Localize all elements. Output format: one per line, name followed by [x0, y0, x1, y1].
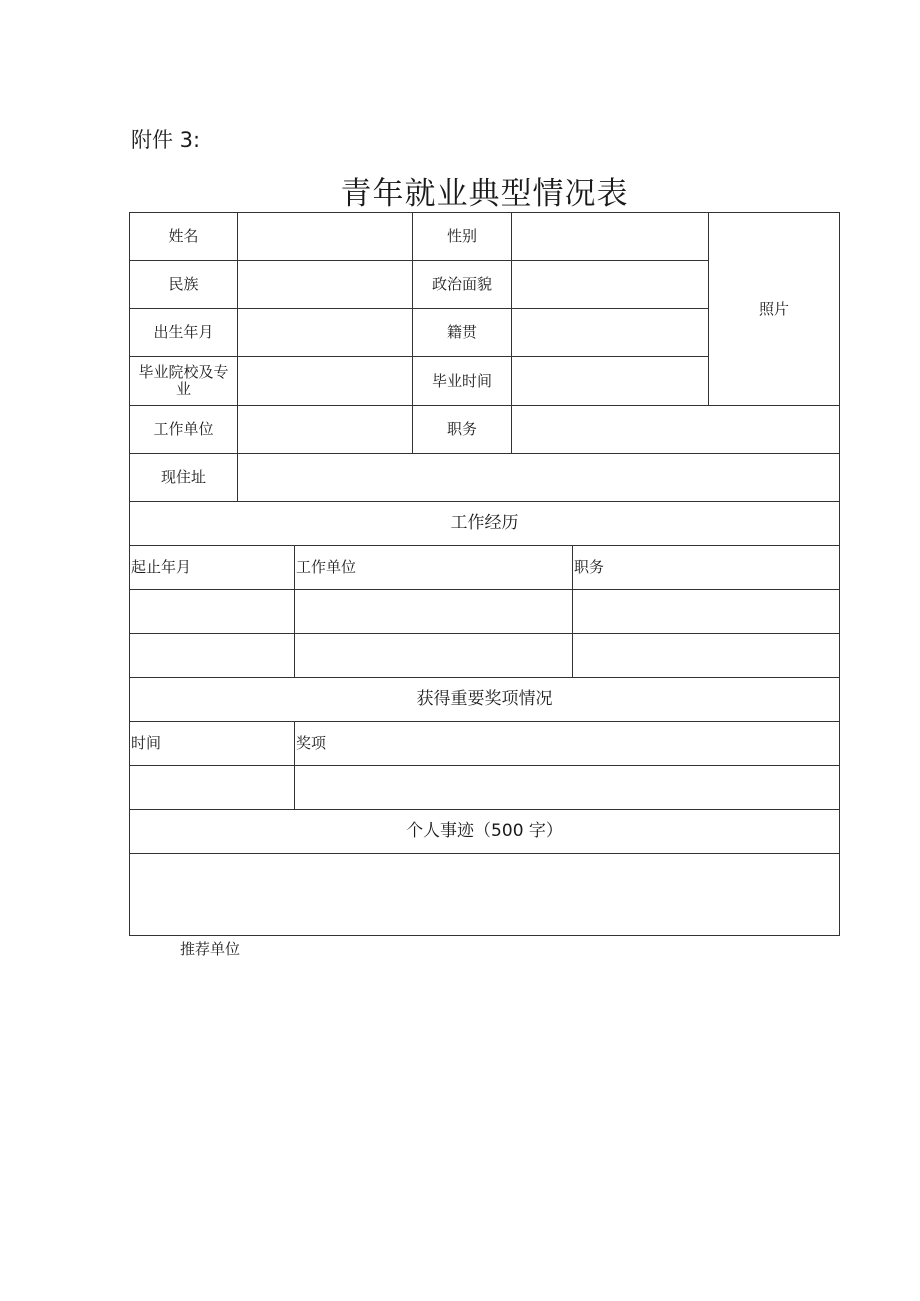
native-place-field[interactable]: [511, 308, 709, 357]
photo-area[interactable]: 照片: [708, 212, 840, 406]
work-period-header: 起止年月: [129, 545, 295, 590]
work-position-field[interactable]: [572, 633, 840, 678]
graduation-time-label: 毕业时间: [412, 356, 512, 406]
position-field[interactable]: [511, 405, 840, 454]
youth-employment-form: [129, 212, 840, 936]
work-employer-field[interactable]: [294, 589, 573, 634]
graduation-time-field[interactable]: [511, 356, 709, 406]
work-period-field[interactable]: [129, 633, 295, 678]
political-status-field[interactable]: [511, 260, 709, 309]
employer-label: 工作单位: [129, 405, 238, 454]
work-position-header: 职务: [572, 545, 840, 590]
work-employer-field[interactable]: [294, 633, 573, 678]
birth-date-field[interactable]: [237, 308, 413, 357]
work-history-heading: 工作经历: [129, 501, 840, 546]
work-employer-header: 工作单位: [294, 545, 573, 590]
personal-deeds-field[interactable]: [129, 853, 840, 936]
ethnicity-field[interactable]: [237, 260, 413, 309]
address-label: 现住址: [129, 453, 238, 502]
work-position-field[interactable]: [572, 589, 840, 634]
award-name-header: 奖项: [294, 721, 840, 766]
name-field[interactable]: [237, 212, 413, 261]
employer-field[interactable]: [237, 405, 413, 454]
name-label: 姓名: [129, 212, 238, 261]
award-time-field[interactable]: [129, 765, 295, 810]
gender-label: 性别: [412, 212, 512, 261]
political-status-label: 政治面貌: [412, 260, 512, 309]
position-label: 职务: [412, 405, 512, 454]
gender-field[interactable]: [511, 212, 709, 261]
address-field[interactable]: [237, 453, 840, 502]
school-major-field[interactable]: [237, 356, 413, 406]
awards-heading: 获得重要奖项情况: [129, 677, 840, 722]
ethnicity-label: 民族: [129, 260, 238, 309]
form-title: 青年就业典型情况表: [340, 176, 629, 212]
recommender-label: 推荐单位: [180, 940, 241, 958]
birth-date-label: 出生年月: [129, 308, 238, 357]
personal-deeds-heading: 个人事迹（500 字）: [129, 809, 840, 854]
award-name-field[interactable]: [294, 765, 840, 810]
native-place-label: 籍贯: [412, 308, 512, 357]
attachment-label: 附件 3:: [131, 128, 201, 152]
work-period-field[interactable]: [129, 589, 295, 634]
award-time-header: 时间: [129, 721, 295, 766]
school-major-label: 毕业院校及专业: [129, 356, 238, 406]
